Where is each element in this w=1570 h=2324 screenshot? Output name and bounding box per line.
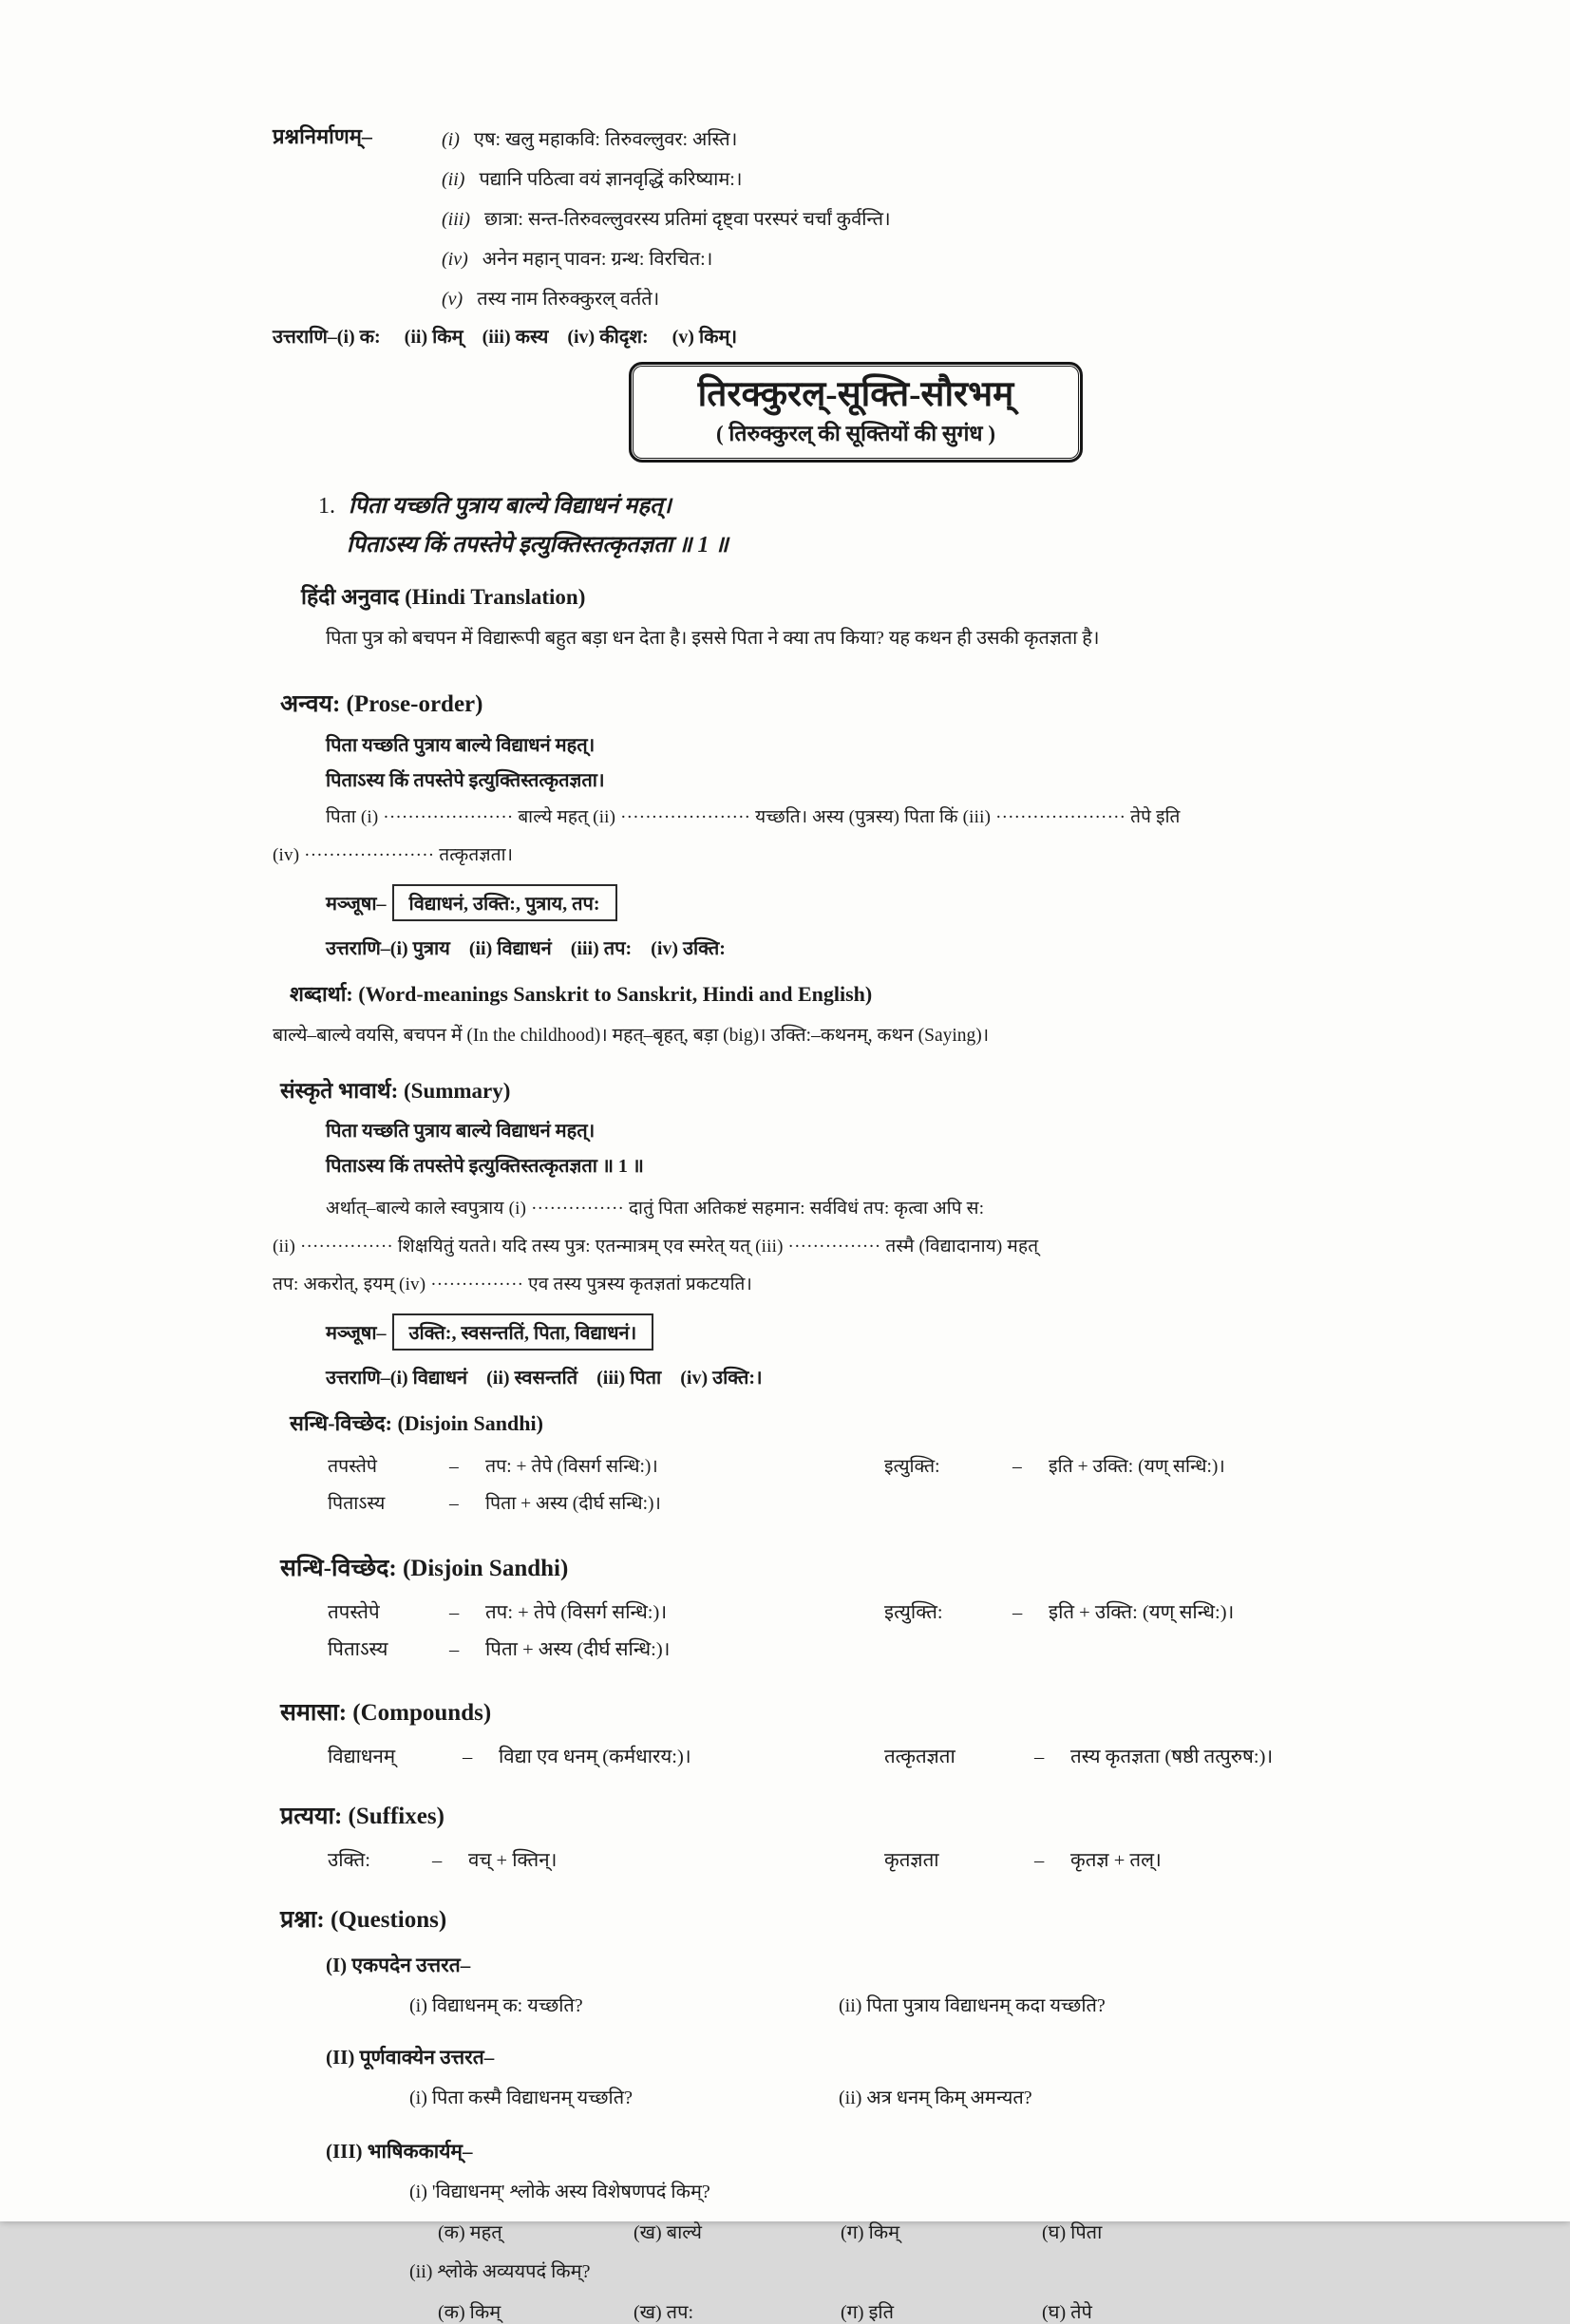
- item-text: छात्रा: सन्त-तिरुवल्लुवरस्य प्रतिमां दृष्ट्वा परस्परं चर्चां कुर्वन्ति।: [484, 209, 891, 230]
- mcq-option: (क) किम्: [438, 2302, 501, 2323]
- verse-line-1: 1. पिता यच्छति पुत्राय बाल्ये विद्याधनं महत्।: [318, 494, 672, 519]
- dash: –: [1034, 1747, 1045, 1767]
- suffix-word: उक्ति:: [328, 1850, 370, 1871]
- word-bank-label: मञ्जूषा–: [326, 894, 387, 915]
- compound-result: विद्या एव धनम् (कर्मधारय:)।: [499, 1747, 691, 1767]
- dash: –: [449, 1639, 460, 1660]
- dash: [1012, 1485, 1049, 1522]
- word-bank-box: उक्ति:, स्वसन्ततिं, पिता, विद्याधनं।: [392, 1313, 654, 1351]
- summary-verse-2: पिताऽस्य किं तपस्तेपे इत्युक्तिस्तत्कृतज्ञता ॥ 1 ॥: [326, 1156, 644, 1177]
- dash: –: [449, 1457, 459, 1477]
- dash: –: [432, 1850, 443, 1871]
- questions-sec1-row: [409, 1992, 1439, 2017]
- compound-row: [328, 1739, 1439, 1776]
- word-meanings-para: बाल्ये–बाल्ये वयसि, बचपन में (In the childhood)। महत्–बृहत्, बड़ा (big)। उक्ति:–कथनम्, कथन (Saying)।: [273, 1026, 990, 1046]
- summary-para-line-3: तप: अकरोत्, इयम् (iv) ··············· एव तस्य पुत्रस्य कृतज्ञतां प्रकटयति।: [273, 1275, 752, 1294]
- sandhi-heading-1: सन्धि-विच्छेद: (Disjoin Sandhi): [290, 1411, 543, 1435]
- dash: –: [1034, 1850, 1045, 1871]
- question-text: (i) पिता कस्मै विद्याधनम् यच्छति?: [409, 2088, 633, 2108]
- mcq-option: (घ) पिता: [1042, 2222, 1103, 2243]
- sandhi-word: [884, 1632, 1012, 1669]
- questions-sec2-label: (II) पूर्णवाक्येन उत्तरत–: [326, 2046, 495, 2069]
- item-text: तस्य नाम तिरुक्कुरल् वर्तते।: [477, 289, 660, 310]
- prose-order-verse-1: पिता यच्छति पुत्राय बाल्ये विद्याधनं महत्।: [326, 735, 596, 756]
- question-item: [442, 199, 1439, 239]
- sandhi-rows-2: [328, 1595, 1439, 1669]
- word-bank-label: मञ्जूषा–: [326, 1323, 387, 1344]
- mcq-options: [438, 2298, 1439, 2324]
- sandhi-row: [328, 1632, 1439, 1669]
- item-number: (ii): [442, 169, 465, 190]
- hindi-translation-para: पिता पुत्र को बचपन में विद्यारूपी बहुत बड़ा धन देता है। इससे पिता ने क्या तप किया? यह कथन ही उसकी कृतज्ञता है।: [326, 628, 1100, 649]
- sandhi-word: पिताऽस्य: [328, 1494, 386, 1514]
- compound-result: तस्य कृतज्ञता (षष्ठी तत्पुरुष:)।: [1070, 1747, 1274, 1767]
- question-item: [442, 239, 1439, 279]
- question-text: (i) विद्याधनम् क: यच्छति?: [409, 1995, 583, 2016]
- sandhi-word: इत्युक्ति:: [884, 1602, 943, 1623]
- sandhi-result: [1049, 1632, 1439, 1669]
- prose-order-verse-2: पिताऽस्य किं तपस्तेपे इत्युक्तिस्तत्कृतज्ञता।: [326, 770, 605, 791]
- sandhi-word: [884, 1485, 1012, 1522]
- chapter-subtitle: ( तिरुक्कुरल् की सूक्तियों की सुगंध ): [716, 422, 995, 445]
- question-item: [442, 160, 1439, 199]
- question-item: [442, 120, 1439, 160]
- dash: –: [463, 1747, 473, 1767]
- item-number: (iii): [442, 209, 470, 230]
- word-bank-box: विद्याधनं, उक्ति:, पुत्राय, तप:: [392, 884, 617, 921]
- sandhi-row: [328, 1485, 1439, 1522]
- dash: –: [1012, 1457, 1022, 1477]
- sandhi-result: पिता + अस्य (दीर्घ सन्धि:)।: [485, 1639, 671, 1660]
- suffixes-rows: [328, 1842, 1439, 1880]
- sandhi-row: [328, 1448, 1439, 1485]
- mcq-option: (ग) किम्: [841, 2222, 900, 2243]
- summary-answers: उत्तराणि–(i) विद्याधनं (ii) स्वसन्ततिं (iii) पिता (iv) उक्ति:।: [326, 1368, 763, 1389]
- summary-para-line-2: (ii) ··············· शिक्षयितुं यतते। यदि तस्य पुत्र: एतन्मात्रम् एव स्मरेत् यत् (iii) ··············· तस्मै (विद्यादानाय) महत्: [273, 1237, 1039, 1256]
- word-bank: [326, 884, 1439, 921]
- mcq-options: [438, 2219, 1439, 2244]
- prose-order-answers: उत्तराणि–(i) पुत्राय (ii) विद्याधनं (iii) तप: (iv) उक्ति:: [326, 938, 726, 959]
- item-text: अनेन महान् पावन: ग्रन्थ: विरचित:।: [482, 249, 713, 270]
- question-formation-items: [442, 120, 1439, 319]
- sandhi-rows-1: [328, 1448, 1439, 1522]
- word-bank: [326, 1313, 1439, 1351]
- question-text: (ii) पिता पुत्राय विद्याधनम् कदा यच्छति?: [839, 1995, 1106, 2016]
- sandhi-result: तप: + तेपे (विसर्ग सन्धि:)।: [485, 1602, 668, 1623]
- item-number: (iv): [442, 249, 468, 270]
- question-formation-label: प्रश्ननिर्माणम्–: [273, 124, 372, 148]
- chapter-title: तिरक्कुरल्-सूक्ति-सौरभम्: [697, 375, 1014, 414]
- mcq-option: (घ) तेपे: [1042, 2302, 1092, 2323]
- sandhi-result: तप: + तेपे (विसर्ग सन्धि:)।: [485, 1457, 658, 1477]
- page-content: [273, 120, 1439, 2324]
- compound-word: विद्याधनम्: [328, 1747, 396, 1767]
- sandhi-word: इत्युक्ति:: [884, 1457, 940, 1477]
- verse-line-2: पिताऽस्य किं तपस्तेपे इत्युक्तिस्तत्कृतज्ञता ॥ 1 ॥: [347, 533, 728, 557]
- summary-verse-1: पिता यच्छति पुत्राय बाल्ये विद्याधनं महत्।: [326, 1121, 596, 1142]
- suffix-result: कृतज्ञ + तल्।: [1070, 1850, 1162, 1871]
- word-meanings-heading: शब्दार्था: (Word-meanings Sanskrit to Sanskrit, Hindi and English): [290, 982, 873, 1006]
- dash: –: [1012, 1602, 1023, 1623]
- suffix-row: [328, 1842, 1439, 1880]
- questions-heading: प्रश्ना: (Questions): [280, 1907, 447, 1933]
- verse-block: [318, 487, 1439, 565]
- answers-line: उत्तराणि–(i) क: (ii) किम् (iii) कस्य (iv) कीदृश: (v) किम्।: [273, 327, 738, 348]
- dash: –: [449, 1602, 460, 1623]
- mcq-option: (ख) तप:: [634, 2302, 693, 2323]
- mcq-question: (ii) श्लोके अव्ययपदं किम्?: [409, 2261, 591, 2282]
- suffix-result: वच् + क्तिन्।: [468, 1850, 558, 1871]
- sandhi-heading-2: सन्धि-विच्छेद: (Disjoin Sandhi): [280, 1556, 569, 1581]
- sandhi-word: पिताऽस्य: [328, 1639, 388, 1660]
- hindi-translation-heading: हिंदी अनुवाद (Hindi Translation): [301, 585, 586, 609]
- verse-number: 1.: [318, 494, 335, 519]
- sandhi-row: [328, 1595, 1439, 1632]
- suffix-word: कृतज्ञता: [884, 1850, 939, 1871]
- sandhi-result: इति + उक्ति: (यण् सन्धि:)।: [1049, 1602, 1235, 1623]
- question-item: [442, 279, 1439, 319]
- item-number: (i): [442, 129, 460, 150]
- suffixes-heading: प्रत्यया: (Suffixes): [280, 1804, 445, 1829]
- mcq-option: (क) महत्: [438, 2222, 502, 2243]
- questions-sec1-label: (I) एकपदेन उत्तरत–: [326, 1954, 471, 1976]
- dash: –: [449, 1494, 459, 1514]
- dash: [1012, 1632, 1049, 1669]
- questions-sec3-label: (III) भाषिककार्यम्–: [326, 2140, 473, 2163]
- compound-word: तत्कृतज्ञता: [884, 1747, 955, 1767]
- question-formation-section: [273, 120, 1439, 319]
- prose-order-heading: अन्वय: (Prose-order): [280, 691, 483, 717]
- question-text: (ii) अत्र धनम् किम् अमन्यत?: [839, 2088, 1032, 2108]
- summary-para-line-1: अर्थात्–बाल्ये काले स्वपुत्राय (i) ··············· दातुं पिता अतिकष्टं सहमान: सर्वविधं तप: कृत्वा अपि स:: [326, 1199, 985, 1219]
- item-text: पद्यानि पठित्वा वयं ज्ञानवृद्धिं करिष्याम:।: [479, 169, 743, 190]
- sandhi-result: [1049, 1485, 1439, 1522]
- mcq-question: (i) 'विद्याधनम्' श्लोके अस्य विशेषणपदं किम्?: [409, 2182, 710, 2202]
- sandhi-result: इति + उक्ति: (यण् सन्धि:)।: [1049, 1457, 1225, 1477]
- chapter-title-box: [629, 362, 1083, 463]
- summary-heading: संस्कृते भावार्थ: (Summary): [280, 1079, 511, 1103]
- sandhi-word: तपस्तेपे: [328, 1602, 380, 1623]
- mcq-option: (ग) इति: [841, 2302, 894, 2323]
- item-text: एष: खलु महाकवि: तिरुवल्लुवर: अस्ति।: [473, 129, 738, 150]
- compounds-rows: [328, 1739, 1439, 1776]
- compounds-heading: समासा: (Compounds): [280, 1700, 492, 1726]
- sandhi-result: पिता + अस्य (दीर्घ सन्धि:)।: [485, 1494, 661, 1514]
- sandhi-word: तपस्तेपे: [328, 1457, 377, 1477]
- prose-order-fill-line-1: पिता (i) ····················· बाल्ये महत् (ii) ····················· यच्छति। अस्य (पुत्रस्य) पिता किं (iii) ····················· तेपे इति: [326, 807, 1181, 827]
- questions-sec2-row: [409, 2084, 1439, 2109]
- mcq-option: (ख) बाल्ये: [634, 2222, 703, 2243]
- prose-order-fill-line-2: (iv) ····················· तत्कृतज्ञता।: [273, 845, 514, 865]
- item-number: (v): [442, 289, 463, 310]
